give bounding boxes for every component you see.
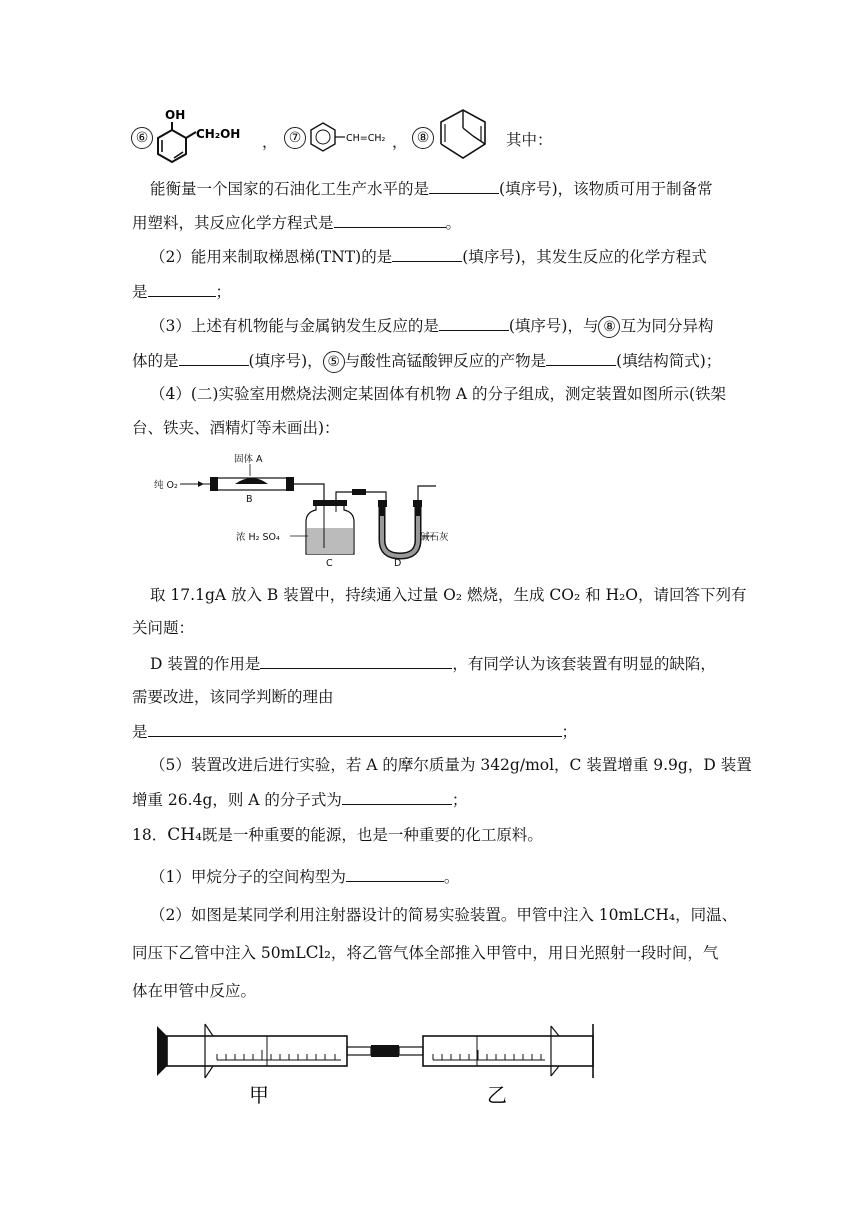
q5-text-a: 增重 26.4g，则 A 的分子式为: [132, 791, 342, 809]
q3-text-a: （3）上述有机物能与金属钠发生反应的是: [150, 317, 439, 335]
q1-text-c: 用塑料，其反应化学方程式是: [132, 214, 334, 232]
q18-text: 既是一种重要的能源，也是一种重要的化工原料。: [201, 826, 543, 844]
q18-ch4: CH₄: [167, 825, 202, 845]
comma-2: ，: [392, 133, 408, 151]
q2-text-d: ；: [215, 283, 232, 301]
q1-line-2: [132, 211, 860, 234]
apparatus-label-solid: 固体 A: [234, 454, 263, 465]
q4-take-line-2: 关问题：: [132, 619, 195, 637]
q18-2-text-a: 同压下乙管中注入 50mL: [132, 944, 306, 962]
comma-1: ，: [262, 133, 278, 151]
structure-7-diagram: [305, 120, 395, 154]
q3-text-c: 互为同分异构: [620, 317, 714, 335]
q3-line-1: [150, 314, 860, 338]
q2-blank-1[interactable]: [392, 245, 462, 262]
q2-text-a: （2）能用来制取梯恩梯(TNT)的是: [150, 248, 393, 266]
q3-text-e: (填序号)，: [248, 352, 323, 370]
q4-d-text-a: D 装置的作用是: [150, 655, 261, 673]
q5-line-1: （5）装置改进后进行实验，若 A 的摩尔质量为 342g/mol，C 装置增重 9.9g，D 装置: [150, 756, 752, 774]
marker-8: ⑧: [412, 127, 434, 149]
apparatus-label-d: D: [394, 558, 402, 569]
q3-text-d: 体的是: [132, 352, 179, 370]
q3-line-2: [132, 349, 860, 373]
q4-d-text-b: ，有同学认为该套装置有明显的缺陷，: [452, 655, 716, 673]
q18-1-blank[interactable]: [346, 865, 444, 882]
q5-line-2: [132, 788, 860, 811]
q3-blank-2[interactable]: [179, 349, 249, 366]
q4-line-2: 台、铁夹、酒精灯等未画出)：: [132, 419, 340, 437]
apparatus-label-o2: 纯 O₂: [154, 480, 178, 491]
structure-8-diagram: [433, 104, 495, 164]
q18-2-cl2: Cl₂: [305, 943, 331, 963]
q18-number: 18．: [132, 826, 168, 844]
q4-take-line-1: 取 17.1gA 放入 B 装置中，持续通入过量 O₂ 燃烧，生成 CO₂ 和 H₂O，请回答下列有: [150, 586, 747, 604]
q1-text-d: 。: [445, 214, 462, 232]
apparatus-label-c: C: [326, 558, 333, 569]
q1-line-1: [150, 177, 860, 200]
syringe-label-right: 乙: [487, 1083, 507, 1107]
q4-d-text-d: 是: [132, 723, 148, 741]
q4-d-text-e: ；: [561, 723, 578, 741]
q4-d-line-1: [150, 652, 860, 675]
q3-text-g: (填结构简式)；: [616, 352, 722, 370]
q3-blank-1[interactable]: [439, 314, 509, 331]
q18-1-text-a: （1）甲烷分子的空间构型为: [150, 868, 346, 886]
q18-1-line: [150, 865, 860, 888]
q4-d-line-2: 需要改进，该同学判断的理由: [132, 688, 334, 706]
apparatus-label-lime: 碱石灰: [420, 532, 449, 543]
q1-blank-1[interactable]: [429, 177, 499, 194]
marker-6: ⑥: [131, 127, 153, 149]
q1-text-a: 能衡量一个国家的石油化工生产水平的是: [150, 180, 430, 198]
q3-text-f: 与酸性高锰酸钾反应的产物是: [344, 352, 547, 370]
structure-7-group: CH=CH₂: [346, 133, 386, 144]
q1-blank-2[interactable]: [334, 211, 446, 228]
combustion-apparatus-diagram: [150, 450, 470, 575]
structure-6-ch2oh: CH₂OH: [196, 127, 241, 141]
q18-2-line-2: [132, 942, 860, 964]
q4-d-blank-2[interactable]: [148, 720, 562, 737]
structure-6-oh: OH: [165, 108, 186, 122]
q18-line: [132, 824, 860, 846]
syringe-diagram: [155, 1022, 600, 1112]
marker-7: ⑦: [284, 127, 306, 149]
q5-blank[interactable]: [342, 788, 452, 805]
q2-line-2: [132, 280, 860, 303]
q4-line-1: （4）(二)实验室用燃烧法测定某固体有机物 A 的分子组成，测定装置如图所示(铁架: [150, 385, 727, 403]
q18-1-text-b: 。: [443, 868, 460, 886]
q2-line-1: [150, 245, 860, 268]
q18-2-line-1: （2）如图是某同学利用注射器设计的简易实验装置。甲管中注入 10mLCH₄，同温、: [150, 906, 738, 924]
q4-d-line-3: [132, 720, 860, 743]
apparatus-label-h2so4: 浓 H₂ SO₄: [236, 532, 280, 543]
syringe-label-left: 甲: [249, 1083, 269, 1107]
q2-text-b: (填序号)，其发生反应的化学方程式: [462, 248, 707, 266]
q18-2-line-3: 体在甲管中反应。: [132, 982, 257, 1000]
apparatus-label-b: B: [246, 494, 253, 505]
q5-text-b: ；: [451, 791, 468, 809]
q18-2-text-b: ，将乙管气体全部推入甲管中，用日光照射一段时间，气: [330, 944, 719, 962]
structure-6-diagram: [150, 104, 260, 164]
structure-line-tail: 其中：: [506, 131, 553, 149]
q2-blank-2[interactable]: [148, 280, 216, 297]
q3-text-b: (填序号)，与: [508, 317, 599, 335]
q3-marker-8: ⑧: [598, 316, 620, 338]
q3-blank-3[interactable]: [546, 349, 616, 366]
q2-text-c: 是: [132, 283, 148, 301]
q3-marker-5: ⑤: [323, 351, 345, 373]
q4-d-blank-1[interactable]: [260, 652, 452, 669]
q1-text-b: (填序号)，该物质可用于制备常: [499, 180, 713, 198]
